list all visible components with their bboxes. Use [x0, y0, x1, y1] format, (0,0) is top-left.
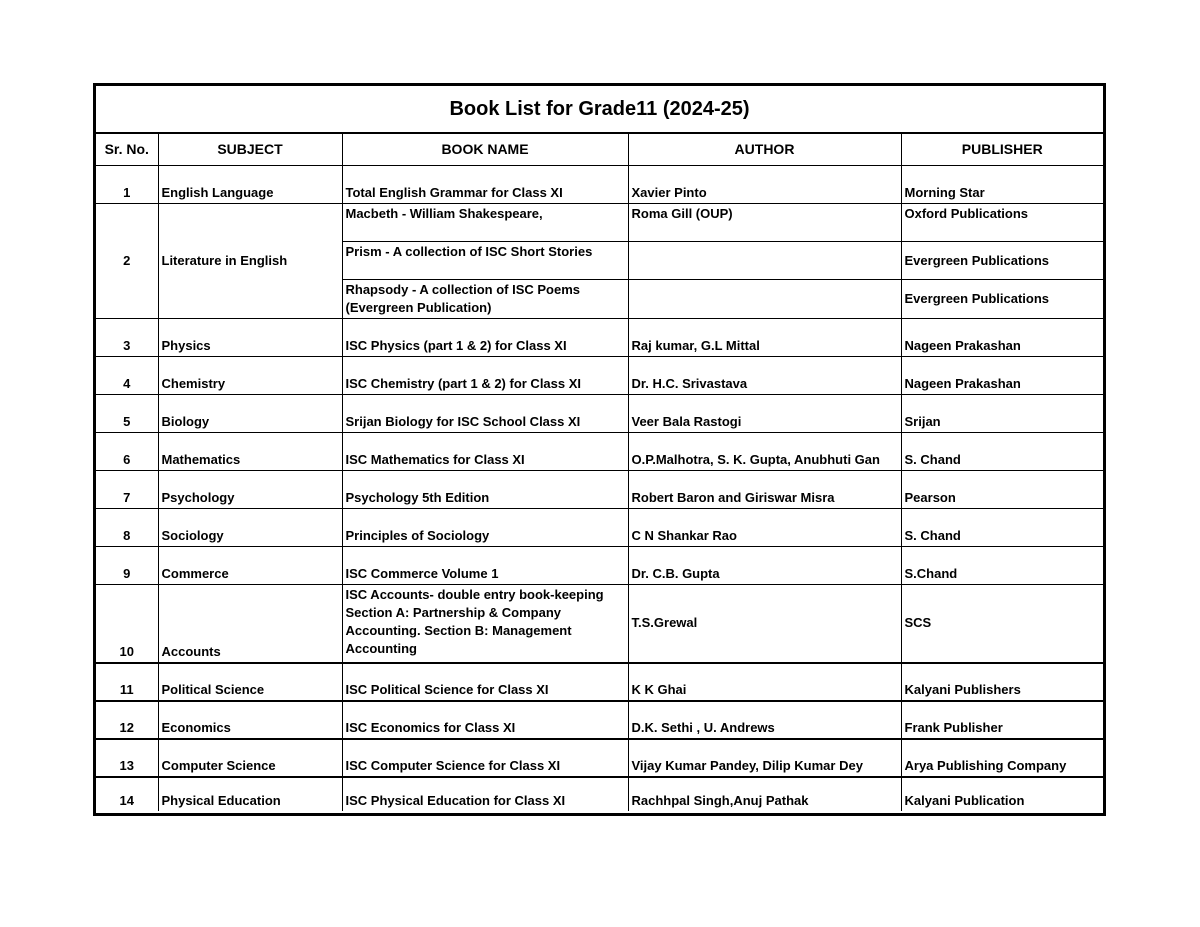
table-row	[96, 357, 1103, 395]
sr-cell: 5	[96, 395, 158, 433]
author-cell: Raj kumar, G.L Mittal	[628, 319, 901, 357]
publisher-cell: Frank Publisher	[901, 701, 1103, 739]
book-cell: ISC Computer Science for Class XI	[342, 739, 628, 777]
sr-cell: 6	[96, 433, 158, 471]
page-title: Book List for Grade11 (2024-25)	[96, 86, 1103, 134]
table-row	[96, 471, 1103, 509]
header-publisher: PUBLISHER	[901, 133, 1103, 166]
author-cell: C N Shankar Rao	[628, 509, 901, 547]
author-cell: Veer Bala Rastogi	[628, 395, 901, 433]
publisher-cell: Srijan	[901, 395, 1103, 433]
author-cell: K K Ghai	[628, 663, 901, 701]
publisher-cell: S. Chand	[901, 509, 1103, 547]
table-row	[96, 395, 1103, 433]
sr-cell: 8	[96, 509, 158, 547]
sr-cell: 14	[96, 777, 158, 811]
author-cell: Roma Gill (OUP)	[628, 204, 901, 242]
publisher-cell: Nageen Prakashan	[901, 319, 1103, 357]
book-cell: Principles of Sociology	[342, 509, 628, 547]
subject-cell: Accounts	[158, 585, 342, 663]
subject-cell: English Language	[158, 166, 342, 204]
author-cell: O.P.Malhotra, S. K. Gupta, Anubhuti Gan	[628, 433, 901, 471]
subject-cell: Literature in English	[158, 204, 342, 319]
subject-cell: Economics	[158, 701, 342, 739]
sr-cell: 7	[96, 471, 158, 509]
author-cell: D.K. Sethi , U. Andrews	[628, 701, 901, 739]
author-cell	[628, 280, 901, 319]
table-row	[96, 433, 1103, 471]
author-cell: Dr. H.C. Srivastava	[628, 357, 901, 395]
book-cell: ISC Commerce Volume 1	[342, 547, 628, 585]
sr-cell: 9	[96, 547, 158, 585]
author-cell: Rachhpal Singh,Anuj Pathak	[628, 777, 901, 811]
book-cell: Macbeth - William Shakespeare,	[342, 204, 628, 242]
publisher-cell: Kalyani Publishers	[901, 663, 1103, 701]
publisher-cell: S. Chand	[901, 433, 1103, 471]
subject-cell: Psychology	[158, 471, 342, 509]
table-row	[96, 739, 1103, 777]
subject-cell: Physical Education	[158, 777, 342, 811]
subject-cell: Political Science	[158, 663, 342, 701]
publisher-cell: SCS	[901, 585, 1103, 663]
book-cell: Rhapsody - A collection of ISC Poems (Evergreen Publication)	[342, 280, 628, 319]
subject-cell: Computer Science	[158, 739, 342, 777]
publisher-cell: Kalyani Publication	[901, 777, 1103, 811]
sr-cell: 1	[96, 166, 158, 204]
book-cell: Srijan Biology for ISC School Class XI	[342, 395, 628, 433]
book-list-sheet	[93, 83, 1106, 816]
author-cell	[628, 242, 901, 280]
table-row	[96, 663, 1103, 701]
table-row	[96, 319, 1103, 357]
publisher-cell: S.Chand	[901, 547, 1103, 585]
publisher-cell: Oxford Publications	[901, 204, 1103, 242]
header-book-name: BOOK NAME	[342, 133, 628, 166]
author-cell: Xavier Pinto	[628, 166, 901, 204]
subject-cell: Chemistry	[158, 357, 342, 395]
sr-cell: 3	[96, 319, 158, 357]
author-cell: Robert Baron and Giriswar Misra	[628, 471, 901, 509]
header-author: AUTHOR	[628, 133, 901, 166]
book-cell: ISC Accounts- double entry book-keeping Section A: Partnership & Company Accounting. Section B: Management Accounting	[342, 585, 628, 663]
header-subject: SUBJECT	[158, 133, 342, 166]
book-cell: ISC Physics (part 1 & 2) for Class XI	[342, 319, 628, 357]
subject-cell: Commerce	[158, 547, 342, 585]
book-cell: Psychology 5th Edition	[342, 471, 628, 509]
book-cell: Total English Grammar for Class XI	[342, 166, 628, 204]
subject-cell: Mathematics	[158, 433, 342, 471]
header-sr-no: Sr. No.	[96, 133, 158, 166]
sr-cell: 4	[96, 357, 158, 395]
book-table	[96, 132, 1103, 811]
table-row	[96, 509, 1103, 547]
book-cell: ISC Economics for Class XI	[342, 701, 628, 739]
table-row	[96, 204, 1103, 242]
table-row	[96, 701, 1103, 739]
author-cell: T.S.Grewal	[628, 585, 901, 663]
book-cell: ISC Mathematics for Class XI	[342, 433, 628, 471]
publisher-cell: Evergreen Publications	[901, 280, 1103, 319]
publisher-cell: Arya Publishing Company	[901, 739, 1103, 777]
publisher-cell: Morning Star	[901, 166, 1103, 204]
sr-cell: 12	[96, 701, 158, 739]
table-row	[96, 585, 1103, 663]
table-row	[96, 547, 1103, 585]
sr-cell: 10	[96, 585, 158, 663]
table-row	[96, 166, 1103, 204]
publisher-cell: Nageen Prakashan	[901, 357, 1103, 395]
author-cell: Dr. C.B. Gupta	[628, 547, 901, 585]
book-cell: Prism - A collection of ISC Short Stories	[342, 242, 628, 280]
header-row	[96, 133, 1103, 166]
sr-cell: 2	[96, 204, 158, 319]
sr-cell: 11	[96, 663, 158, 701]
subject-cell: Sociology	[158, 509, 342, 547]
publisher-cell: Pearson	[901, 471, 1103, 509]
book-cell: ISC Political Science for Class XI	[342, 663, 628, 701]
book-cell: ISC Chemistry (part 1 & 2) for Class XI	[342, 357, 628, 395]
subject-cell: Biology	[158, 395, 342, 433]
author-cell: Vijay Kumar Pandey, Dilip Kumar Dey	[628, 739, 901, 777]
table-row	[96, 777, 1103, 811]
subject-cell: Physics	[158, 319, 342, 357]
sr-cell: 13	[96, 739, 158, 777]
book-cell: ISC Physical Education for Class XI	[342, 777, 628, 811]
publisher-cell: Evergreen Publications	[901, 242, 1103, 280]
